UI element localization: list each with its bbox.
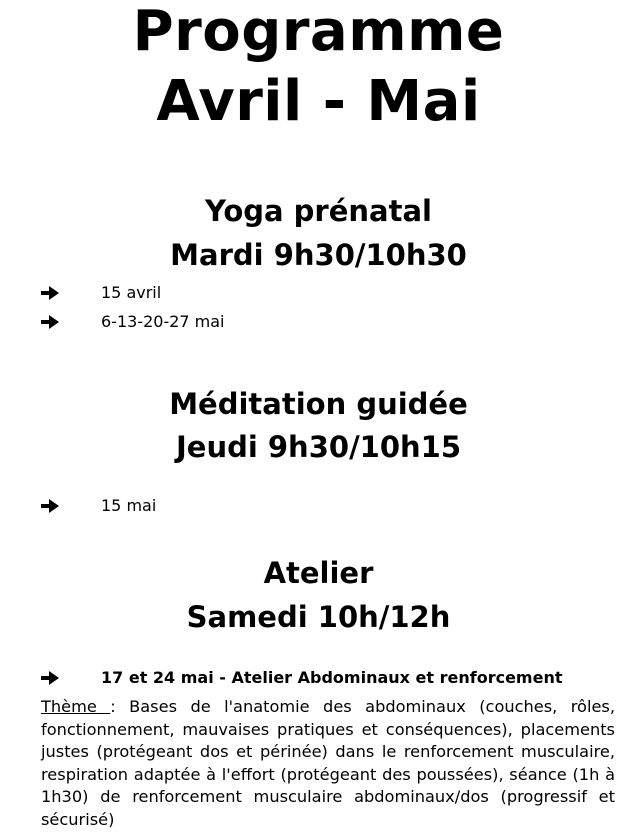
list-item [41,668,563,688]
list-item [41,312,225,332]
arrow-right-icon [41,286,59,300]
section-schedule-meditation: Jeudi 9h30/10h15 [175,430,462,464]
list-item [41,283,161,303]
page-title-line2: Avril - Mai [156,69,481,134]
date-item: 15 avril [101,283,162,302]
arrow-right-icon [41,315,59,329]
arrow-right-icon [41,499,59,513]
page-title-line1: Programme [132,0,505,64]
theme-label: Thème [41,697,111,716]
theme-separator: : [110,697,130,716]
section-schedule-atelier: Samedi 10h/12h [186,600,451,634]
section-title-yoga: Yoga prénatal [204,194,432,228]
date-item: 17 et 24 mai - Atelier Abdominaux et renforcement [101,668,563,687]
theme-paragraph [41,696,615,832]
section-schedule-yoga: Mardi 9h30/10h30 [170,238,467,272]
arrow-right-icon [41,671,59,685]
date-item: 15 mai [101,496,157,515]
theme-text: Bases de l'anatomie des abdominaux (couches, rôles, fonctionnement, mauvaises pratiques et conséquences), placements justes (protégeant dos et périnée) dans le renforcement musculaire, respiration adaptée à l'effort (protégeant des poussées), séance (1h à 1h30) de renforcement musculaire abdominaux/dos (progressif et sécurisé) [41,697,615,829]
section-title-atelier: Atelier [263,556,374,590]
section-title-meditation: Méditation guidée [169,387,468,421]
list-item [41,496,156,516]
date-item: 6-13-20-27 mai [101,312,225,331]
